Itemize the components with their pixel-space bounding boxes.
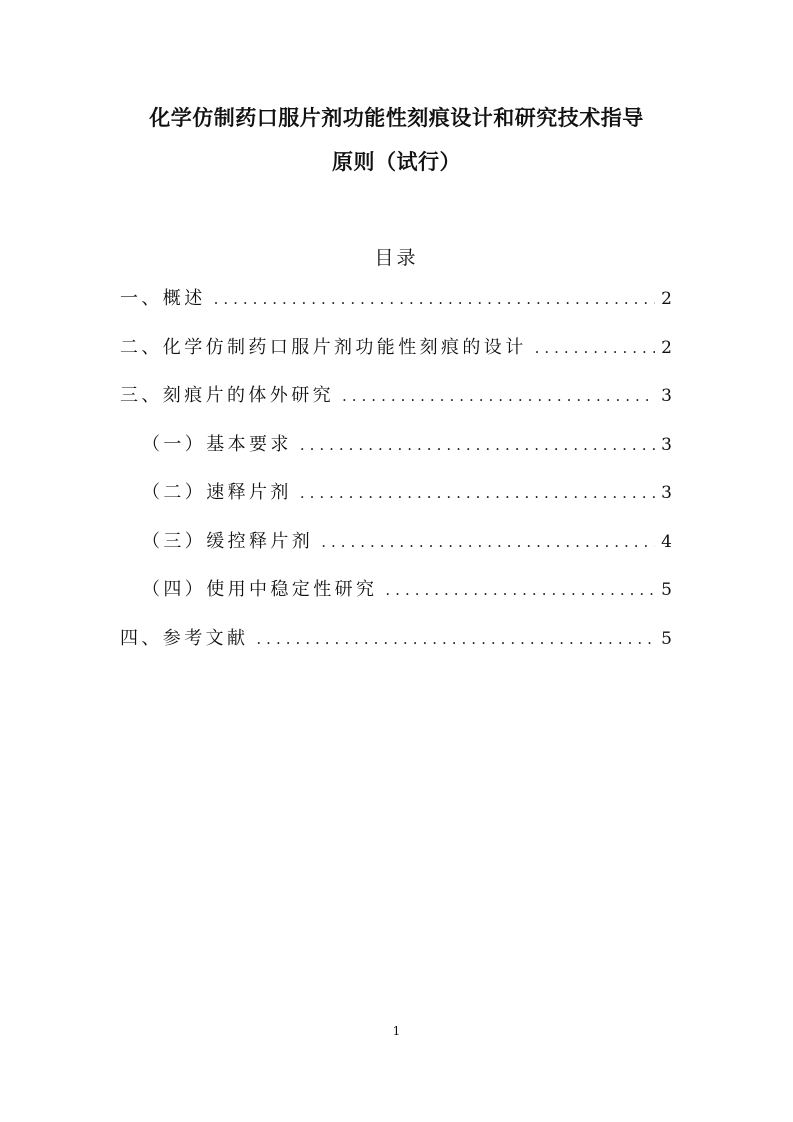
toc-item-overview[interactable] bbox=[120, 284, 672, 333]
toc-item-label: 一、概述 bbox=[120, 288, 206, 309]
toc-item-label: 四、参考文献 bbox=[120, 627, 249, 649]
toc-dot-leader bbox=[214, 284, 656, 314]
page-number: 1 bbox=[392, 1024, 401, 1038]
toc-item-label: 三、刻痕片的体外研究 bbox=[120, 385, 334, 406]
document-title bbox=[100, 96, 693, 184]
toc-dot-leader bbox=[535, 333, 656, 363]
toc-dot-leader bbox=[342, 381, 655, 411]
document-title-line-1: 化学仿制药口服片剂功能性刻痕设计和研究技术指导 bbox=[149, 106, 644, 130]
toc-item-label: （一）基本要求 bbox=[142, 433, 292, 455]
toc-heading: 目录 bbox=[374, 247, 419, 269]
toc-item-label: （三）缓控释片剂 bbox=[142, 530, 314, 552]
toc-item-page: 5 bbox=[661, 628, 672, 649]
document-title-line-2: 原则（试行） bbox=[332, 150, 461, 174]
toc-item-immediate-release[interactable] bbox=[120, 478, 672, 527]
toc-item-modified-release[interactable] bbox=[120, 527, 672, 576]
toc-item-label: （四）使用中稳定性研究 bbox=[142, 579, 378, 600]
toc-dot-leader bbox=[300, 478, 655, 508]
toc-item-scoring-design[interactable] bbox=[120, 333, 672, 382]
toc-item-page: 3 bbox=[661, 434, 672, 455]
toc-dot-leader bbox=[321, 527, 655, 557]
toc-item-page: 2 bbox=[661, 337, 672, 358]
toc-item-in-use-stability[interactable] bbox=[120, 575, 672, 624]
toc-item-page: 3 bbox=[661, 386, 672, 406]
toc-item-in-vitro-study[interactable] bbox=[120, 381, 672, 430]
toc-item-label: 二、化学仿制药口服片剂功能性刻痕的设计 bbox=[120, 336, 527, 358]
toc-item-references[interactable] bbox=[120, 624, 672, 673]
toc-dot-leader bbox=[300, 430, 655, 460]
toc-item-page: 4 bbox=[661, 531, 672, 552]
table-of-contents bbox=[120, 284, 672, 672]
toc-dot-leader bbox=[385, 575, 655, 605]
toc-item-label: （二）速释片剂 bbox=[142, 482, 292, 503]
toc-item-page: 2 bbox=[661, 289, 672, 309]
toc-item-page: 3 bbox=[661, 483, 672, 503]
toc-dot-leader bbox=[256, 624, 655, 654]
toc-item-basic-requirements[interactable] bbox=[120, 430, 672, 479]
toc-item-page: 5 bbox=[661, 580, 672, 600]
